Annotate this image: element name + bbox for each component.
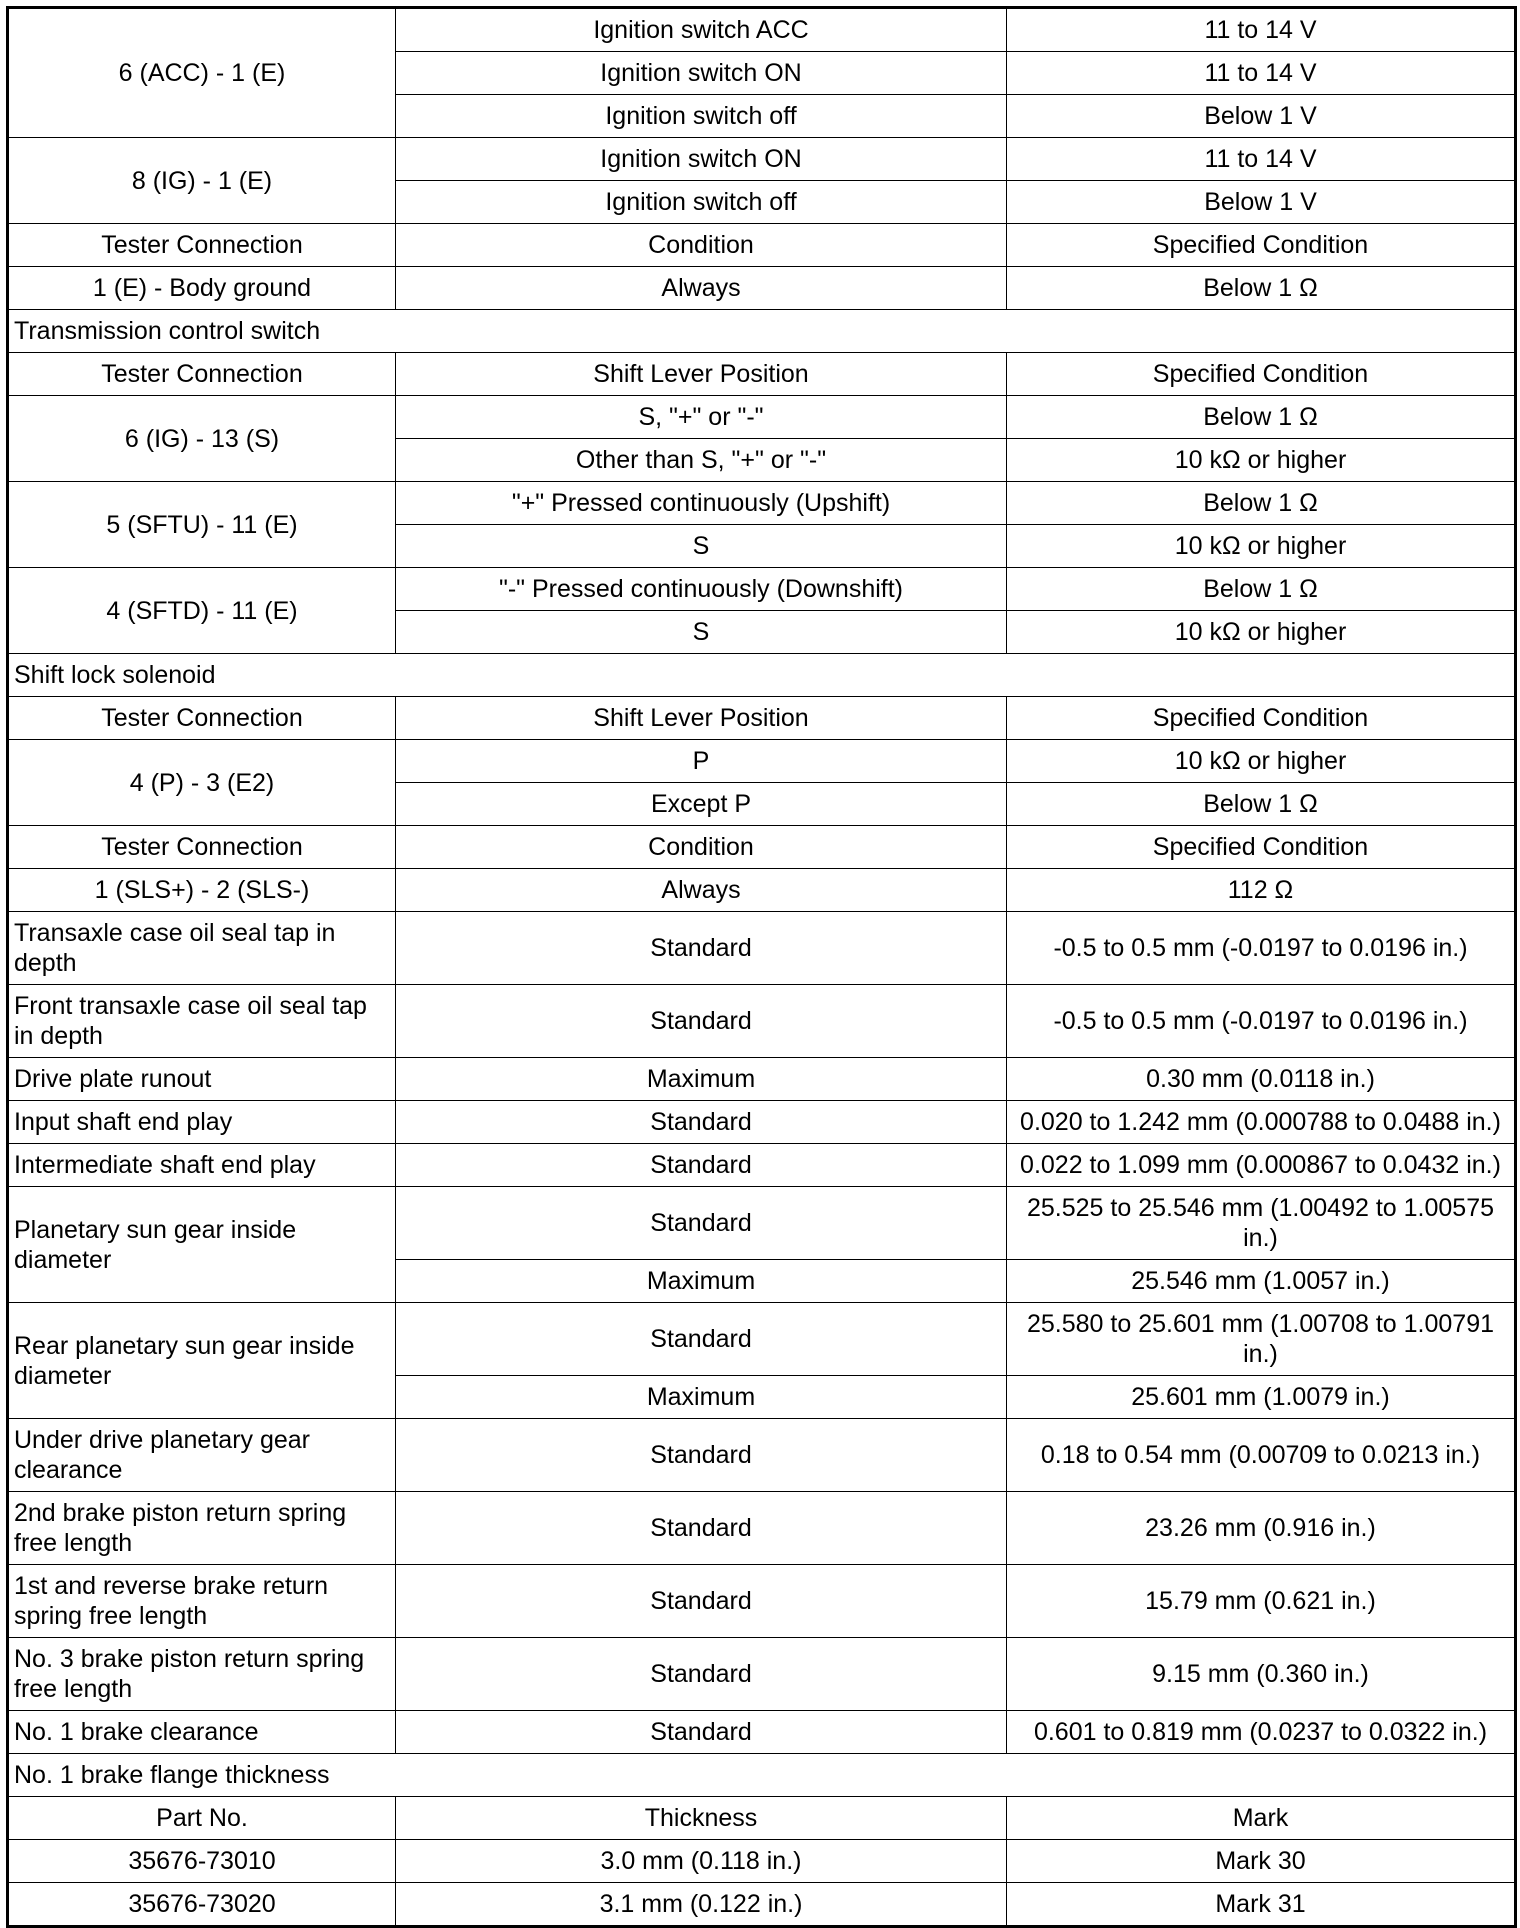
thickness-cell: 3.0 mm (0.118 in.) xyxy=(396,1840,1007,1883)
item-cell: No. 3 brake piston return spring free length xyxy=(8,1638,396,1711)
condition-cell: "-" Pressed continuously (Downshift) xyxy=(396,568,1007,611)
table-row xyxy=(8,740,1516,783)
header-cell: Specified Condition xyxy=(1007,224,1516,267)
header-cell: Tester Connection xyxy=(8,697,396,740)
header-cell: Tester Connection xyxy=(8,353,396,396)
item-cell: Intermediate shaft end play xyxy=(8,1144,396,1187)
value-cell: 23.26 mm (0.916 in.) xyxy=(1007,1492,1516,1565)
thickness-cell: 3.1 mm (0.122 in.) xyxy=(396,1883,1007,1927)
header-cell: Part No. xyxy=(8,1797,396,1840)
header-cell: Mark xyxy=(1007,1797,1516,1840)
value-cell: 25.580 to 25.601 mm (1.00708 to 1.00791 in.) xyxy=(1007,1303,1516,1376)
table-row xyxy=(8,985,1516,1058)
tester-connection-cell: 4 (P) - 3 (E2) xyxy=(8,740,396,826)
specified-condition-cell: Below 1 Ω xyxy=(1007,783,1516,826)
table-row xyxy=(8,1565,1516,1638)
condition-cell: Ignition switch off xyxy=(396,95,1007,138)
header-cell: Thickness xyxy=(396,1797,1007,1840)
condition-cell: S xyxy=(396,525,1007,568)
condition-cell: Except P xyxy=(396,783,1007,826)
specified-condition-cell: Below 1 V xyxy=(1007,95,1516,138)
specified-condition-cell: 11 to 14 V xyxy=(1007,8,1516,52)
type-cell: Standard xyxy=(396,985,1007,1058)
specified-condition-cell: 10 kΩ or higher xyxy=(1007,439,1516,482)
table-row xyxy=(8,1883,1516,1927)
table-row xyxy=(8,1303,1516,1376)
tester-connection-cell: 4 (SFTD) - 11 (E) xyxy=(8,568,396,654)
item-cell: Input shaft end play xyxy=(8,1101,396,1144)
type-cell: Standard xyxy=(396,1711,1007,1754)
specified-condition-cell: Below 1 Ω xyxy=(1007,568,1516,611)
header-cell: Specified Condition xyxy=(1007,697,1516,740)
specified-condition-cell: 10 kΩ or higher xyxy=(1007,525,1516,568)
section-title: Shift lock solenoid xyxy=(8,654,1516,697)
item-cell: No. 1 brake clearance xyxy=(8,1711,396,1754)
specified-condition-cell: 112 Ω xyxy=(1007,869,1516,912)
item-cell: Drive plate runout xyxy=(8,1058,396,1101)
mark-cell: Mark 31 xyxy=(1007,1883,1516,1927)
condition-cell: Ignition switch ACC xyxy=(396,8,1007,52)
header-cell: Specified Condition xyxy=(1007,353,1516,396)
section-title-row xyxy=(8,654,1516,697)
specified-condition-cell: 11 to 14 V xyxy=(1007,52,1516,95)
specified-condition-cell: Below 1 Ω xyxy=(1007,396,1516,439)
table-header-row xyxy=(8,826,1516,869)
type-cell: Maximum xyxy=(396,1058,1007,1101)
table-row xyxy=(8,1492,1516,1565)
tester-connection-cell: 5 (SFTU) - 11 (E) xyxy=(8,482,396,568)
condition-cell: Other than S, "+" or "-" xyxy=(396,439,1007,482)
value-cell: 0.18 to 0.54 mm (0.00709 to 0.0213 in.) xyxy=(1007,1419,1516,1492)
table-row xyxy=(8,912,1516,985)
header-cell: Condition xyxy=(396,224,1007,267)
table-row xyxy=(8,1840,1516,1883)
type-cell: Maximum xyxy=(396,1260,1007,1303)
value-cell: 25.546 mm (1.0057 in.) xyxy=(1007,1260,1516,1303)
header-cell: Condition xyxy=(396,826,1007,869)
table-row xyxy=(8,568,1516,611)
table-row xyxy=(8,267,1516,310)
specified-condition-cell: 10 kΩ or higher xyxy=(1007,740,1516,783)
table-row xyxy=(8,1144,1516,1187)
table-header-row xyxy=(8,1797,1516,1840)
value-cell: 25.525 to 25.546 mm (1.00492 to 1.00575 in.) xyxy=(1007,1187,1516,1260)
type-cell: Standard xyxy=(396,1303,1007,1376)
header-cell: Specified Condition xyxy=(1007,826,1516,869)
type-cell: Standard xyxy=(396,1101,1007,1144)
type-cell: Standard xyxy=(396,1144,1007,1187)
header-cell: Tester Connection xyxy=(8,224,396,267)
header-cell: Tester Connection xyxy=(8,826,396,869)
value-cell: 0.601 to 0.819 mm (0.0237 to 0.0322 in.) xyxy=(1007,1711,1516,1754)
item-cell: Transaxle case oil seal tap in depth xyxy=(8,912,396,985)
table-row xyxy=(8,1419,1516,1492)
table-row xyxy=(8,1058,1516,1101)
type-cell: Standard xyxy=(396,1492,1007,1565)
specification-table xyxy=(6,6,1517,1928)
value-cell: 9.15 mm (0.360 in.) xyxy=(1007,1638,1516,1711)
value-cell: 0.020 to 1.242 mm (0.000788 to 0.0488 in.) xyxy=(1007,1101,1516,1144)
section-title-row xyxy=(8,1754,1516,1797)
table-header-row xyxy=(8,697,1516,740)
item-cell: 1st and reverse brake return spring free length xyxy=(8,1565,396,1638)
condition-cell: Ignition switch ON xyxy=(396,52,1007,95)
tester-connection-cell: 6 (ACC) - 1 (E) xyxy=(8,8,396,138)
specified-condition-cell: 11 to 14 V xyxy=(1007,138,1516,181)
type-cell: Standard xyxy=(396,1565,1007,1638)
value-cell: -0.5 to 0.5 mm (-0.0197 to 0.0196 in.) xyxy=(1007,912,1516,985)
table-row xyxy=(8,8,1516,52)
type-cell: Maximum xyxy=(396,1376,1007,1419)
specified-condition-cell: Below 1 V xyxy=(1007,181,1516,224)
value-cell: 25.601 mm (1.0079 in.) xyxy=(1007,1376,1516,1419)
type-cell: Standard xyxy=(396,1638,1007,1711)
section-title-row xyxy=(8,310,1516,353)
item-cell: Under drive planetary gear clearance xyxy=(8,1419,396,1492)
condition-cell: "+" Pressed continuously (Upshift) xyxy=(396,482,1007,525)
value-cell: 15.79 mm (0.621 in.) xyxy=(1007,1565,1516,1638)
condition-cell: Ignition switch ON xyxy=(396,138,1007,181)
condition-cell: Always xyxy=(396,267,1007,310)
type-cell: Standard xyxy=(396,912,1007,985)
table-row xyxy=(8,869,1516,912)
specified-condition-cell: Below 1 Ω xyxy=(1007,267,1516,310)
table-row xyxy=(8,482,1516,525)
item-cell: Rear planetary sun gear inside diameter xyxy=(8,1303,396,1419)
section-title: No. 1 brake flange thickness xyxy=(8,1754,1516,1797)
condition-cell: Always xyxy=(396,869,1007,912)
tester-connection-cell: 1 (E) - Body ground xyxy=(8,267,396,310)
type-cell: Standard xyxy=(396,1187,1007,1260)
mark-cell: Mark 30 xyxy=(1007,1840,1516,1883)
part-number-cell: 35676-73010 xyxy=(8,1840,396,1883)
header-cell: Shift Lever Position xyxy=(396,697,1007,740)
tester-connection-cell: 8 (IG) - 1 (E) xyxy=(8,138,396,224)
table-row xyxy=(8,1638,1516,1711)
table-row xyxy=(8,138,1516,181)
table-header-row xyxy=(8,224,1516,267)
table-row xyxy=(8,1711,1516,1754)
item-cell: 2nd brake piston return spring free length xyxy=(8,1492,396,1565)
value-cell: 0.022 to 1.099 mm (0.000867 to 0.0432 in.) xyxy=(1007,1144,1516,1187)
table-row xyxy=(8,1187,1516,1260)
table-row xyxy=(8,1101,1516,1144)
table-row xyxy=(8,396,1516,439)
condition-cell: S xyxy=(396,611,1007,654)
specified-condition-cell: Below 1 Ω xyxy=(1007,482,1516,525)
value-cell: -0.5 to 0.5 mm (-0.0197 to 0.0196 in.) xyxy=(1007,985,1516,1058)
tester-connection-cell: 6 (IG) - 13 (S) xyxy=(8,396,396,482)
table-header-row xyxy=(8,353,1516,396)
tester-connection-cell: 1 (SLS+) - 2 (SLS-) xyxy=(8,869,396,912)
specified-condition-cell: 10 kΩ or higher xyxy=(1007,611,1516,654)
condition-cell: S, "+" or "-" xyxy=(396,396,1007,439)
type-cell: Standard xyxy=(396,1419,1007,1492)
value-cell: 0.30 mm (0.0118 in.) xyxy=(1007,1058,1516,1101)
header-cell: Shift Lever Position xyxy=(396,353,1007,396)
condition-cell: P xyxy=(396,740,1007,783)
part-number-cell: 35676-73020 xyxy=(8,1883,396,1927)
condition-cell: Ignition switch off xyxy=(396,181,1007,224)
item-cell: Planetary sun gear inside diameter xyxy=(8,1187,396,1303)
section-title: Transmission control switch xyxy=(8,310,1516,353)
item-cell: Front transaxle case oil seal tap in depth xyxy=(8,985,396,1058)
